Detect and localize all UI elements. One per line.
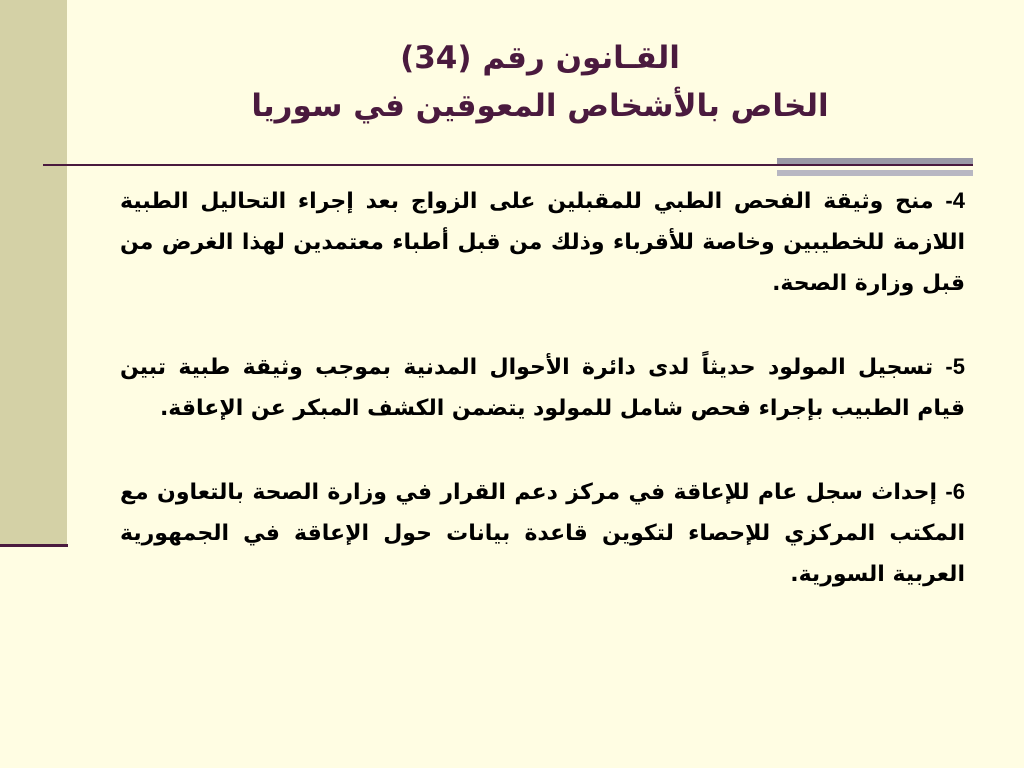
item-text: منح وثيقة الفحص الطبي للمقبلين على الزواج بعد إجراء التحاليل الطبية اللازمة للخطيبين وخاصة للأقرباء وذلك من قبل أطباء معتمدين لهذا الغرض من قبل وزارة الصحة. xyxy=(120,189,965,296)
title-divider-accent-bottom xyxy=(777,170,973,176)
slide-body xyxy=(120,180,965,595)
left-accent-line xyxy=(0,544,68,547)
title-line-1: القـانون رقم (34) xyxy=(400,40,680,76)
title-divider-line xyxy=(43,164,973,166)
list-item xyxy=(120,346,965,429)
item-number: 6- xyxy=(945,479,965,504)
item-text: إحداث سجل عام للإعاقة في مركز دعم القرار في وزارة الصحة بالتعاون مع المكتب المركزي للإحصاء لتكوين قاعدة بيانات حول الإعاقة في الجمهورية العربية السورية. xyxy=(120,480,965,587)
item-number: 4- xyxy=(945,188,965,213)
list-item xyxy=(120,471,965,595)
title-line-2: الخاص بالأشخاص المعوقين في سوريا xyxy=(251,88,829,124)
item-number: 5- xyxy=(945,354,965,379)
left-decorative-bar xyxy=(0,0,67,546)
list-item xyxy=(120,180,965,304)
slide-title xyxy=(180,34,900,130)
item-text: تسجيل المولود حديثاً لدى دائرة الأحوال المدنية بموجب وثيقة طبية تبين قيام الطبيب بإجراء فحص شامل للمولود يتضمن الكشف المبكر عن الإعاقة. xyxy=(120,355,965,421)
